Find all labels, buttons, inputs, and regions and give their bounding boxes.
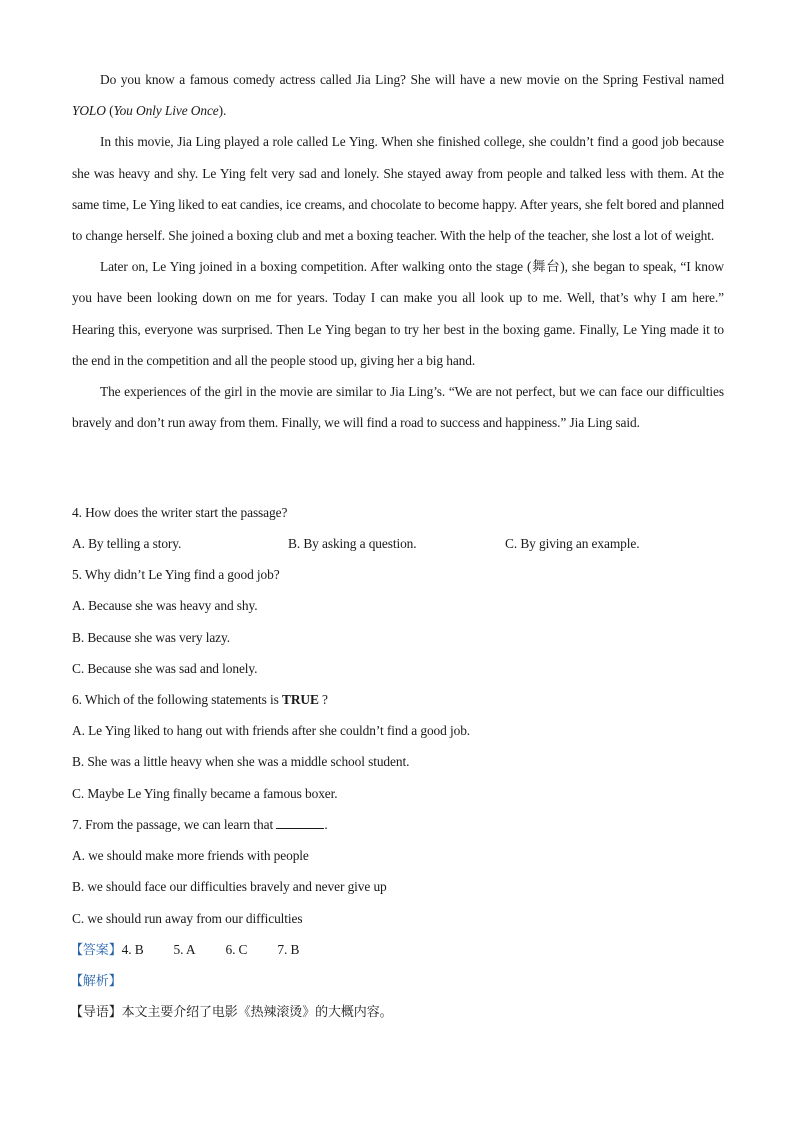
question-4-option-c: C. By giving an example. — [505, 536, 640, 551]
answer-blank — [276, 815, 324, 829]
paragraph-1: Do you know a famous comedy actress called Jia Ling? She will have a new movie on the Spring Festival named YOLO (You Only Live Once). — [72, 72, 724, 119]
question-4-option-a: A. By telling a story. — [72, 536, 182, 551]
question-6-option-a: A. Le Ying liked to hang out with friends after she couldn’t find a good job. — [72, 723, 471, 738]
question-5-stem: 5. Why didn’t Le Ying find a good job? — [72, 567, 280, 582]
question-4-options — [72, 534, 732, 554]
guide-line — [70, 1002, 730, 1023]
question-6-option-b: B. She was a little heavy when she was a middle school student. — [72, 754, 410, 769]
analysis-label: 【解析】 — [70, 974, 122, 989]
answer-6: 6. C — [225, 942, 248, 957]
question-4-stem: 4. How does the writer start the passage? — [72, 505, 288, 520]
question-7-option-a: A. we should make more friends with people — [72, 848, 309, 863]
question-6-stem: 6. Which of the following statements is TRUE ? — [72, 692, 328, 707]
question-6-option-c: C. Maybe Le Ying finally became a famous boxer. — [72, 786, 338, 801]
movie-title-full: You Only Live Once — [113, 103, 219, 119]
answer-label: 【答案】 — [70, 943, 122, 958]
paragraph-2: In this movie, Jia Ling played a role called Le Ying. When she finished college, she couldn’t find a good job because she was heavy and shy. Le Ying felt very sad and lonely. She stayed away from people and talked less with them. At the same time, Le Ying liked to eat candies, ice creams, and chocolate to become happy. After years, she felt bored and planned to change herself. She joined a boxing club and met a boxing teacher. With the help of the teacher, she lost a lot of weight. — [72, 134, 724, 244]
answer-7: 7. B — [277, 942, 300, 957]
answer-5: 5. A — [173, 942, 196, 957]
question-5-option-c: C. Because she was sad and lonely. — [72, 661, 258, 676]
question-7-stem: 7. From the passage, we can learn that . — [72, 817, 328, 832]
question-4-option-b: B. By asking a question. — [288, 536, 417, 551]
guide-text: 本文主要介绍了电影《热辣滚烫》的大概内容。 — [121, 1005, 393, 1020]
question-5-option-b: B. Because she was very lazy. — [72, 630, 230, 645]
guide-label: 【导语】 — [70, 1005, 122, 1020]
question-7-option-c: C. we should run away from our difficulties — [72, 911, 303, 926]
answer-4: 4. B — [121, 942, 144, 957]
paragraph-3: Later on, Le Ying joined in a boxing competition. After walking onto the stage (舞台), she began to speak, “I know you have been looking down on me for years. Today I can make you all look up to me. Well, that’s why I am here.” Hearing this, everyone was surprised. Then Le Ying began to try her best in the boxing game. Finally, Le Ying made it to the end in the competition and all the people stood up, giving her a big hand. — [72, 259, 724, 368]
question-5-option-a: A. Because she was heavy and shy. — [72, 598, 258, 613]
paragraph-4: The experiences of the girl in the movie are similar to Jia Ling’s. “We are not perfect, but we can face our difficulties bravely and don’t run away from them. Finally, we will find a road to success and happiness.” Jia Ling said. — [72, 384, 724, 431]
reading-passage — [72, 64, 724, 438]
movie-title-short: YOLO — [72, 103, 106, 119]
answer-line — [70, 940, 730, 961]
analysis-line — [70, 971, 730, 992]
question-7-option-b: B. we should face our difficulties bravely and never give up — [72, 879, 387, 894]
emphasis-true: TRUE — [281, 692, 319, 707]
